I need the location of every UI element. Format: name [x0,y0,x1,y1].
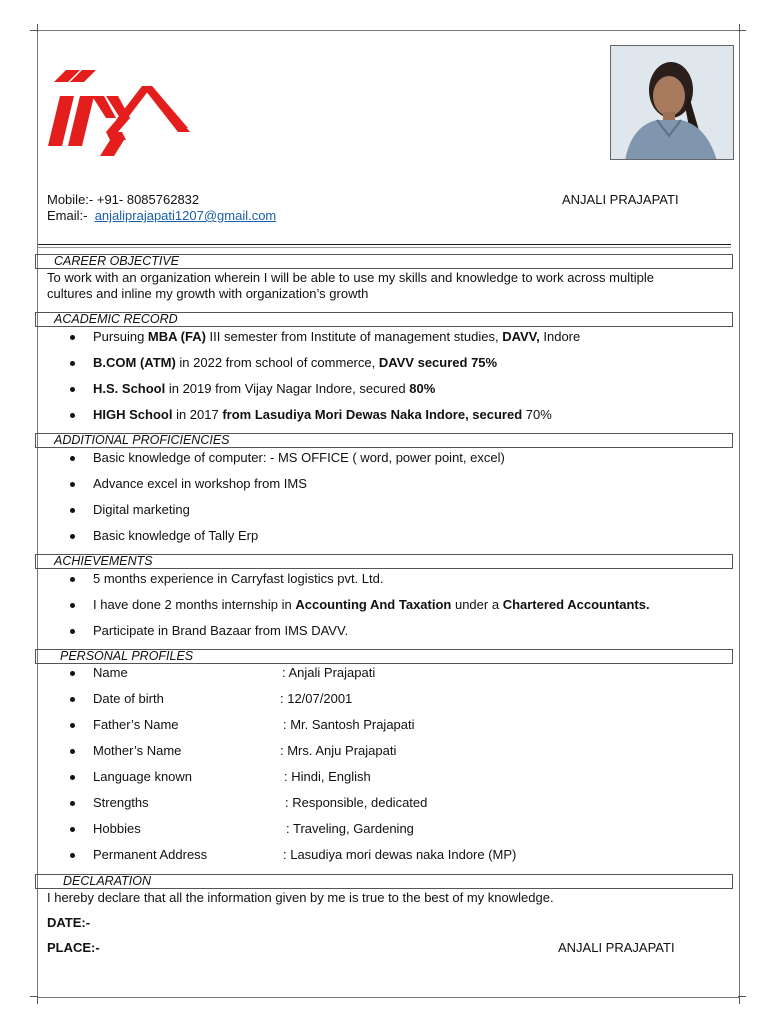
resume-page: Mobile:- +91- 8085762832 Email:- anjaliprajapati1207@gmail.com ANJALI PRAJAPATI CAREER OBJECTIVE To work with an organization wherein I will be able to use my skills and knowledge to work across multiple cultures and inline my growth with organization’s growth ACADEMIC RECORD Pursuing MBA (FA) III semester from Institute of management studies, DAVV, Indore B.COM (ATM) in 2022 from school of commerce, DAVV secured 75% H.S. School in 2019 from Vijay Nagar Indore, secured 80% HIGH School in 2017 from Lasudiya Mori Dewas Naka Indore, secured 70% ADDITIONAL PROFICIENCIES Basic knowledge of computer: - MS OFFICE ( word, power point, excel) Advance excel in workshop from IMS Digital marketing Basic knowledge of Tally Erp ACHIEVEMENTS 5 months experience in Carryfast logistics pvt. Ltd. I have done 2 months internship in Accounting And Taxation under a Chartered Accountants. Participate in Brand Bazaar from IMS DAVV. PERSONAL PROFILES Name : Anjali Prajapati Date of birth : 12/07/2001 Father’s Name : Mr. Santosh Prajapati Mother’s Name : Mrs. Anju Prajapati Language known : Hindi, English Strengths : Responsible, dedicated Hobbies : Traveling, Gardening Permanent Address : Lasudiya mori dewas naka Indore (MP) DECLARATION I hereby declare that all the information given by me is true to the best of my knowledge. DATE:- PLACE:- ANJALI PRAJAPATI [0,0,768,1024]
signature-name: ANJALI PRAJAPATI [558,940,675,955]
crop-mark [30,30,38,45]
personal-value: : 12/07/2001 [280,691,353,706]
personal-label: Mother’s Name [93,743,182,758]
personal-label: Date of birth [93,691,164,706]
profile-photo [610,45,734,160]
personal-value: : Lasudiya mori dewas naka Indore (MP) [283,847,517,862]
email-line [47,208,276,223]
section-additional-proficiencies: ADDITIONAL PROFICIENCIES [35,433,733,448]
mobile-text: Mobile:- +91- 8085762832 [47,192,200,207]
crop-mark [37,24,52,32]
section-academic-record: ACADEMIC RECORD [35,312,733,327]
personal-label: Name [93,665,128,680]
date-label: DATE:- [47,915,91,930]
candidate-name: ANJALI PRAJAPATI [562,192,679,207]
section-career-objective: CAREER OBJECTIVE [35,254,733,269]
personal-label: Hobbies [93,821,141,836]
objective-line-2: cultures and inline my growth with organization’s growth [47,286,369,301]
crop-mark [37,996,52,1004]
objective-line-1: To work with an organization wherein I will be able to use my skills and knowledge to work across multiple [47,270,654,285]
divider-line [38,247,731,248]
personal-value: : Anjali Prajapati [282,665,376,680]
email-label: Email:- [47,208,88,223]
personal-label: Language known [93,769,193,784]
personal-value: : Mr. Santosh Prajapati [283,717,415,732]
personal-value: : Hindi, English [284,769,371,784]
personal-label: Permanent Address [93,847,208,862]
personal-value: : Traveling, Gardening [286,821,414,836]
divider-line [38,244,731,245]
crop-mark [738,30,746,45]
personal-label: Strengths [93,795,149,810]
personal-value: : Responsible, dedicated [285,795,428,810]
declaration-text: I hereby declare that all the information given by me is true to the best of my knowledge. [47,890,554,905]
crop-mark [739,996,754,1004]
section-achievements: ACHIEVEMENTS [35,554,733,569]
place-label: PLACE:- [47,940,100,955]
personal-label: Father’s Name [93,717,179,732]
crop-mark [739,24,754,32]
section-personal-profiles: PERSONAL PROFILES [35,649,733,664]
personal-value: : Mrs. Anju Prajapati [280,743,397,758]
ims-logo [44,62,192,158]
email-link[interactable]: anjaliprajapati1207@gmail.com [94,208,277,223]
section-declaration: DECLARATION [35,874,733,889]
